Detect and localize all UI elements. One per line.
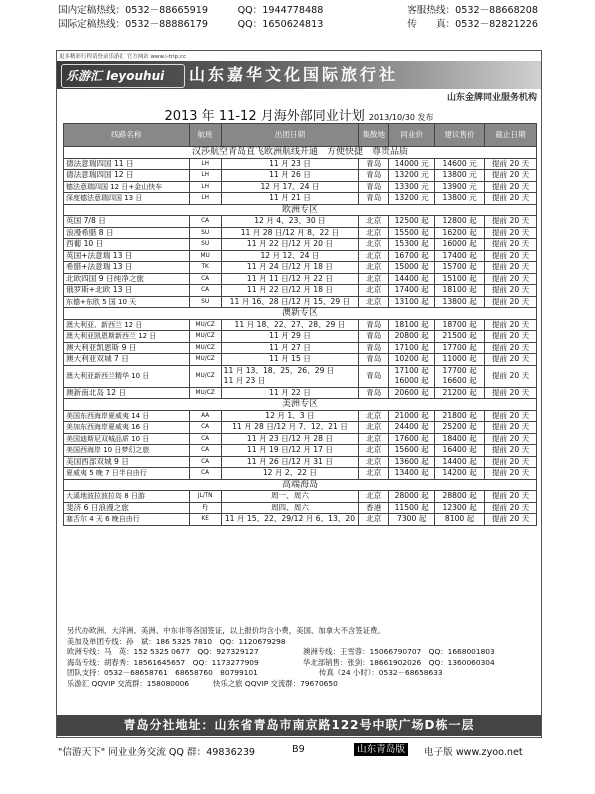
cell-suggested-price: 16400 起 <box>435 445 485 457</box>
cell-dates: 周一、周六 <box>221 491 359 503</box>
col-trade-price: 同业价 <box>389 124 435 147</box>
cell-flight: LH <box>189 158 221 170</box>
cell-departure: 北京 <box>359 468 389 480</box>
cell-suggested-price: 21800 起 <box>435 410 485 422</box>
cell-trade-price: 13300 元 <box>389 181 435 193</box>
cell-deadline: 提前 20 天 <box>485 181 537 193</box>
cell-route: 德法意瑞四国 12 日 <box>64 170 190 182</box>
cell-departure: 青岛 <box>359 319 389 331</box>
cell-suggested-price: 17400 起 <box>435 250 485 262</box>
cell-suggested-price: 16000 起 <box>435 239 485 251</box>
cell-trade-price: 15500 起 <box>389 227 435 239</box>
cell-trade-price: 13200 元 <box>389 170 435 182</box>
table-header <box>64 124 537 147</box>
table-row <box>64 354 537 366</box>
cell-trade-price: 7300 起 <box>389 514 435 526</box>
col-departure: 集散地 <box>359 124 389 147</box>
north-china-sales-contact: 华北部销售：张剑：18661902026 QQ：1360060304 <box>303 657 495 667</box>
cell-route: 美加东西海岸夏威夷 16 日 <box>64 422 190 434</box>
cell-route: 西葡 10 日 <box>64 239 190 251</box>
international-qq: QQ：1650624813 <box>237 19 324 30</box>
table-row <box>64 262 537 274</box>
cell-dates: 周四、周六 <box>221 502 359 514</box>
cell-departure: 青岛 <box>359 181 389 193</box>
cell-trade-price: 16700 起 <box>389 250 435 262</box>
table-row <box>64 250 537 262</box>
cell-dates: 11 月 22 日/12 月 18 日 <box>221 285 359 297</box>
cell-trade-price: 11500 起 <box>389 502 435 514</box>
cell-route: 英国+法意瑞 13 日 <box>64 250 190 262</box>
cell-suggested-price: 14400 起 <box>435 456 485 468</box>
tour-table <box>63 123 537 526</box>
cell-suggested-price: 12800 起 <box>435 216 485 228</box>
cell-deadline: 提前 20 天 <box>485 502 537 514</box>
cell-deadline: 提前 20 天 <box>485 365 537 387</box>
cell-route: 斐济 6 日浪漫之旅 <box>64 502 190 514</box>
cell-deadline: 提前 20 天 <box>485 514 537 526</box>
col-route: 线路名称 <box>64 124 190 147</box>
cell-route: 夏威夷 5 晚 7 日半自由行 <box>64 468 190 480</box>
cell-route: 澳大利亚凯恩斯 9 日 <box>64 342 190 354</box>
cell-flight: FJ <box>189 502 221 514</box>
cell-trade-price: 13400 起 <box>389 468 435 480</box>
domestic-qq: QQ：1944778488 <box>237 5 324 16</box>
cell-flight: MU/CZ <box>189 319 221 331</box>
cell-suggested-price: 17700 起 <box>435 342 485 354</box>
cell-dates: 11 月 15、22、29/12 月 6、13、20 <box>221 514 359 526</box>
table-row <box>64 365 537 387</box>
cell-departure: 青岛 <box>359 331 389 343</box>
section-title: 高端海岛 <box>64 479 537 491</box>
cell-dates: 12 月 17、24 日 <box>221 181 359 193</box>
cell-suggested-price: 18100 起 <box>435 285 485 297</box>
cell-dates: 11 月 19 日/12 月 17 日 <box>221 445 359 457</box>
cell-suggested-price: 21200 起 <box>435 387 485 399</box>
cell-suggested-price: 16200 起 <box>435 227 485 239</box>
cell-flight: CA <box>189 285 221 297</box>
cell-route: 深度德法意瑞四国 13 日 <box>64 193 190 205</box>
qq-group-1: 乐游汇 QQVIP 交流群：158080006 <box>67 678 190 688</box>
cell-route: 浪漫希腊 8 日 <box>64 227 190 239</box>
cell-flight: KE <box>189 514 221 526</box>
cell-trade-price: 20600 起 <box>389 387 435 399</box>
cell-suggested-price: 14600 元 <box>435 158 485 170</box>
company-name: 山东嘉华文化国际旅行社 <box>189 65 399 84</box>
cell-dates: 12 月 1、3 日 <box>221 410 359 422</box>
australia-contact: 澳洲专线：王雪蓉：15066790707 QQ：1668001803 <box>303 647 495 657</box>
cell-suggested-price <box>435 365 485 387</box>
cell-suggested-price: 18700 起 <box>435 319 485 331</box>
cell-departure: 北京 <box>359 456 389 468</box>
cell-departure: 北京 <box>359 422 389 434</box>
table-row <box>64 227 537 239</box>
cell-trade-price: 17600 起 <box>389 433 435 445</box>
cell-trade-price: 24400 起 <box>389 422 435 434</box>
cell-deadline: 提前 20 天 <box>485 170 537 182</box>
table-row <box>64 502 537 514</box>
cell-suggested-price: 15700 起 <box>435 262 485 274</box>
fax-24h: 传真（24 小时）：0532－68658633 <box>319 668 443 678</box>
america-contact: 美加及单团专线：孙 斌：186 5325 7810 QQ：1120679298 <box>67 636 286 646</box>
cell-flight: AA <box>189 410 221 422</box>
cell-dates: 11 月 15 日 <box>221 354 359 366</box>
cell-deadline: 提前 20 天 <box>485 468 537 480</box>
col-deadline: 截止日期 <box>485 124 537 147</box>
cell-deadline: 提前 20 天 <box>485 227 537 239</box>
cell-dates: 11 月 22 日/12 月 20 日 <box>221 239 359 251</box>
cell-departure: 北京 <box>359 227 389 239</box>
cell-flight: CA <box>189 433 221 445</box>
cell-trade-price: 13600 起 <box>389 456 435 468</box>
leyouhui-logo: 乐游汇 leyouhui <box>61 64 185 88</box>
cell-deadline: 提前 20 天 <box>485 456 537 468</box>
cell-route: 美国迪斯尼双城品质 10 日 <box>64 433 190 445</box>
cell-departure: 青岛 <box>359 365 389 387</box>
cell-dates: 11 月 28 日/12 月 8、22 日 <box>221 227 359 239</box>
cell-suggested-price: 13900 元 <box>435 181 485 193</box>
hotlines <box>58 4 538 32</box>
table-row <box>64 468 537 480</box>
cell-departure: 北京 <box>359 433 389 445</box>
cell-route: 希腊+法意瑞 13 日 <box>64 262 190 274</box>
cell-trade-price: 15300 起 <box>389 239 435 251</box>
cell-flight: CA <box>189 445 221 457</box>
table-row <box>64 170 537 182</box>
table-row <box>64 445 537 457</box>
cell-suggested-price: 14200 起 <box>435 468 485 480</box>
cell-line: 16000 起 <box>394 376 429 385</box>
cell-flight: CA <box>189 456 221 468</box>
page-number: B9 <box>292 744 305 755</box>
cell-flight: MU/CZ <box>189 365 221 387</box>
table-row <box>64 296 537 308</box>
cell-deadline: 提前 20 天 <box>485 422 537 434</box>
header-banner <box>57 61 541 89</box>
cell-dates: 11 月 26 日/12 月 31 日 <box>221 456 359 468</box>
cell-flight: LH <box>189 181 221 193</box>
cell-line: 17100 起 <box>394 366 429 375</box>
table-row <box>64 342 537 354</box>
cell-route: 美国西部双城 9 日 <box>64 456 190 468</box>
cell-route: 塞舌尔 4 天 6 晚自由行 <box>64 514 190 526</box>
cell-trade-price: 15600 起 <box>389 445 435 457</box>
cell-flight: CA <box>189 422 221 434</box>
table-row <box>64 433 537 445</box>
cell-deadline: 提前 20 天 <box>485 445 537 457</box>
section-title: 欧洲专区 <box>64 204 537 216</box>
table-row <box>64 491 537 503</box>
cell-trade-price: 15000 起 <box>389 262 435 274</box>
cell-flight: CA <box>189 273 221 285</box>
plan-title-text: 2013 年 11-12 月海外部同业计划 <box>164 109 365 124</box>
cell-departure: 青岛 <box>359 158 389 170</box>
cell-deadline: 提前 20 天 <box>485 158 537 170</box>
table-row <box>64 422 537 434</box>
cell-suggested-price: 21500 起 <box>435 331 485 343</box>
cell-suggested-price: 11000 起 <box>435 354 485 366</box>
cell-suggested-price: 13800 起 <box>435 296 485 308</box>
cell-trade-price: 28000 起 <box>389 491 435 503</box>
cell-flight: SU <box>189 227 221 239</box>
cell-trade-price: 12500 起 <box>389 216 435 228</box>
cell-route: 东德+东欧 5 国 10 天 <box>64 296 190 308</box>
fax-number: 传 真：0532－82821226 <box>407 19 538 30</box>
company-subtitle: 山东金牌同业服务机构 <box>446 93 537 103</box>
cell-route: 澳大利亚新西兰精华 10 日 <box>64 365 190 387</box>
cell-deadline: 提前 20 天 <box>485 216 537 228</box>
cell-dates: 11 月 24 日/12 月 18 日 <box>221 262 359 274</box>
col-flight: 航班 <box>189 124 221 147</box>
table-row <box>64 387 537 399</box>
branch-address: 青岛分社地址：山东省青岛市南京路122号中联广场D栋一层 <box>57 715 541 736</box>
table-row <box>64 285 537 297</box>
cell-departure: 北京 <box>359 296 389 308</box>
cell-dates: 11 月 26 日 <box>221 170 359 182</box>
table-body <box>64 147 537 526</box>
cell-line: 17700 起 <box>442 366 477 375</box>
cell-route: 北欧四国 9 日纯净之旅 <box>64 273 190 285</box>
cell-flight: JL/TN <box>189 491 221 503</box>
section-header <box>64 399 537 411</box>
cell-trade-price: 10200 起 <box>389 354 435 366</box>
contact-notes <box>67 626 535 690</box>
cell-line: 16600 起 <box>442 376 477 385</box>
cell-dates: 11 月 11 日/12 月 22 日 <box>221 273 359 285</box>
cell-suggested-price: 25200 起 <box>435 422 485 434</box>
cell-flight: TK <box>189 262 221 274</box>
cell-deadline: 提前 20 天 <box>485 285 537 297</box>
cell-route: 德法意瑞四国 11 日 <box>64 158 190 170</box>
table-row <box>64 331 537 343</box>
cell-route: 英国 7/8 日 <box>64 216 190 228</box>
section-header <box>64 204 537 216</box>
qq-group-2: 快乐之旅 QQVIP 交流群：79670650 <box>213 678 338 688</box>
cell-dates: 11 月 21 日 <box>221 193 359 205</box>
section-title: 美洲专区 <box>64 399 537 411</box>
cell-deadline: 提前 20 天 <box>485 354 537 366</box>
service-hotline: 客服热线：0532－88668208 <box>407 5 538 16</box>
cell-deadline: 提前 20 天 <box>485 273 537 285</box>
cell-line: 11 月 23 日 <box>223 376 266 385</box>
cell-departure: 北京 <box>359 216 389 228</box>
cell-deadline: 提前 20 天 <box>485 319 537 331</box>
footer-qq-group: "信游天下" 同业业务交流 QQ 群：49836239 <box>58 747 256 758</box>
cell-route: 澳大利亚凯恩斯新西兰 12 日 <box>64 331 190 343</box>
header-slogan: 更多精彩行程请登录乐游汇 官方网站 www.i-trip.cc <box>59 54 186 60</box>
section-title: 汉莎航空青岛直飞欧洲航线开通 方便快捷 尊贵品质 <box>64 147 537 159</box>
table-row <box>64 410 537 422</box>
table-row <box>64 514 537 526</box>
cell-deadline: 提前 20 天 <box>485 433 537 445</box>
domestic-hotline: 国内定稿热线：0532－88665919 <box>58 5 208 16</box>
cell-deadline: 提前 20 天 <box>485 296 537 308</box>
ad-frame <box>56 50 542 738</box>
cell-trade-price: 14000 元 <box>389 158 435 170</box>
cell-dates: 12 月 4、23、30 日 <box>221 216 359 228</box>
cell-deadline: 提前 20 天 <box>485 387 537 399</box>
cell-trade-price: 13200 元 <box>389 193 435 205</box>
cell-departure: 青岛 <box>359 193 389 205</box>
cell-departure: 北京 <box>359 410 389 422</box>
cell-departure: 北京 <box>359 262 389 274</box>
cell-deadline: 提前 20 天 <box>485 262 537 274</box>
cell-dates: 11 月 28 日/12 月 7、12、21 日 <box>221 422 359 434</box>
cell-route: 大溪地波拉波拉岛 8 日游 <box>64 491 190 503</box>
cell-suggested-price: 13800 元 <box>435 193 485 205</box>
cell-dates: 11 月 16、28 日/12 月 15、29 日 <box>221 296 359 308</box>
col-suggested-price: 建议售价 <box>435 124 485 147</box>
cell-dates: 11 月 23 日 <box>221 158 359 170</box>
cell-flight: MU <box>189 250 221 262</box>
table-row <box>64 181 537 193</box>
section-header <box>64 147 537 159</box>
cell-flight: SU <box>189 239 221 251</box>
cell-deadline: 提前 20 天 <box>485 239 537 251</box>
cell-route: 俄罗斯+北欧 13 日 <box>64 285 190 297</box>
cell-flight: MU/CZ <box>189 342 221 354</box>
table-row <box>64 158 537 170</box>
table-row <box>64 193 537 205</box>
cell-trade-price: 13100 起 <box>389 296 435 308</box>
table-row <box>64 319 537 331</box>
cell-trade-price: 20800 起 <box>389 331 435 343</box>
group-support: 团队支持：0532－68658761 68658760 80799101 <box>67 668 258 678</box>
cell-trade-price: 18100 起 <box>389 319 435 331</box>
cell-route: 美国西海岸 10 日梦幻之旅 <box>64 445 190 457</box>
cell-departure: 北京 <box>359 239 389 251</box>
cell-flight: CA <box>189 216 221 228</box>
section-title: 澳新专区 <box>64 308 537 320</box>
cell-suggested-price: 12300 起 <box>435 502 485 514</box>
cell-trade-price <box>389 365 435 387</box>
cell-dates: 11 月 29 日 <box>221 331 359 343</box>
plan-publish-date: 2013/10/30 发布 <box>368 113 434 122</box>
cell-route: 澳新南北岛 12 日 <box>64 387 190 399</box>
cell-departure: 青岛 <box>359 387 389 399</box>
cell-departure: 北京 <box>359 491 389 503</box>
visa-note: 另代办欧洲、大洋洲、美洲、中东非等各国签证，以上报价均含小费，美国、加拿大不含签证费。 <box>67 626 385 635</box>
island-contact: 海岛专线：胡春秀：18561645657 QQ：1173277909 <box>67 657 259 667</box>
cell-departure: 北京 <box>359 273 389 285</box>
cell-dates: 11 月 27 日 <box>221 342 359 354</box>
cell-departure: 北京 <box>359 285 389 297</box>
cell-dates: 12 月 2、22 日 <box>221 468 359 480</box>
edition-badge: 山东青岛版 <box>354 743 408 756</box>
col-dates: 出团日期 <box>221 124 359 147</box>
cell-dates: 11 月 23 日/12 月 28 日 <box>221 433 359 445</box>
cell-route: 德法意瑞四国 12 日+金山快车 <box>64 181 190 193</box>
cell-route: 美国东西海岸夏威夷 14 日 <box>64 410 190 422</box>
cell-flight: MU/CZ <box>189 387 221 399</box>
cell-trade-price: 21000 起 <box>389 410 435 422</box>
cell-deadline: 提前 20 天 <box>485 491 537 503</box>
table-row <box>64 239 537 251</box>
cell-trade-price: 14400 起 <box>389 273 435 285</box>
plan-title <box>57 105 541 124</box>
cell-dates: 11 月 22 日 <box>221 387 359 399</box>
cell-trade-price: 17400 起 <box>389 285 435 297</box>
cell-departure: 北京 <box>359 445 389 457</box>
cell-flight: MU/CZ <box>189 331 221 343</box>
cell-departure: 北京 <box>359 250 389 262</box>
cell-trade-price: 17100 起 <box>389 342 435 354</box>
cell-suggested-price: 15100 起 <box>435 273 485 285</box>
cell-deadline: 提前 20 天 <box>485 331 537 343</box>
table-row <box>64 273 537 285</box>
cell-dates: 11 月 18、22、27、28、29 日 <box>221 319 359 331</box>
cell-suggested-price: 13800 元 <box>435 170 485 182</box>
table-row <box>64 456 537 468</box>
cell-dates <box>221 365 359 387</box>
cell-flight: MU/CZ <box>189 354 221 366</box>
footer-website: 电子版 www.zyoo.net <box>424 747 523 758</box>
cell-suggested-price: 28800 起 <box>435 491 485 503</box>
cell-flight: SU <box>189 296 221 308</box>
cell-departure: 香港 <box>359 502 389 514</box>
cell-departure: 青岛 <box>359 342 389 354</box>
cell-route: 澳大利亚、新西兰 12 日 <box>64 319 190 331</box>
cell-suggested-price: 8100 起 <box>435 514 485 526</box>
table-row <box>64 216 537 228</box>
cell-flight: CA <box>189 468 221 480</box>
cell-departure: 青岛 <box>359 354 389 366</box>
cell-deadline: 提前 20 天 <box>485 342 537 354</box>
international-hotline: 国际定稿热线：0532－88886179 <box>58 19 208 30</box>
cell-departure: 青岛 <box>359 170 389 182</box>
cell-deadline: 提前 20 天 <box>485 250 537 262</box>
cell-deadline: 提前 20 天 <box>485 410 537 422</box>
cell-dates: 12 月 12、24 日 <box>221 250 359 262</box>
cell-suggested-price: 18400 起 <box>435 433 485 445</box>
europe-contact: 欧洲专线：马 英：152 5325 0677 QQ：927329127 <box>67 647 259 657</box>
cell-route: 澳大利亚双城 7 日 <box>64 354 190 366</box>
cell-line: 11 月 13、18、25、26、29 日 <box>223 366 335 375</box>
cell-departure: 北京 <box>359 514 389 526</box>
cell-flight: LH <box>189 193 221 205</box>
cell-flight: LH <box>189 170 221 182</box>
section-header <box>64 308 537 320</box>
cell-deadline: 提前 20 天 <box>485 193 537 205</box>
section-header <box>64 479 537 491</box>
